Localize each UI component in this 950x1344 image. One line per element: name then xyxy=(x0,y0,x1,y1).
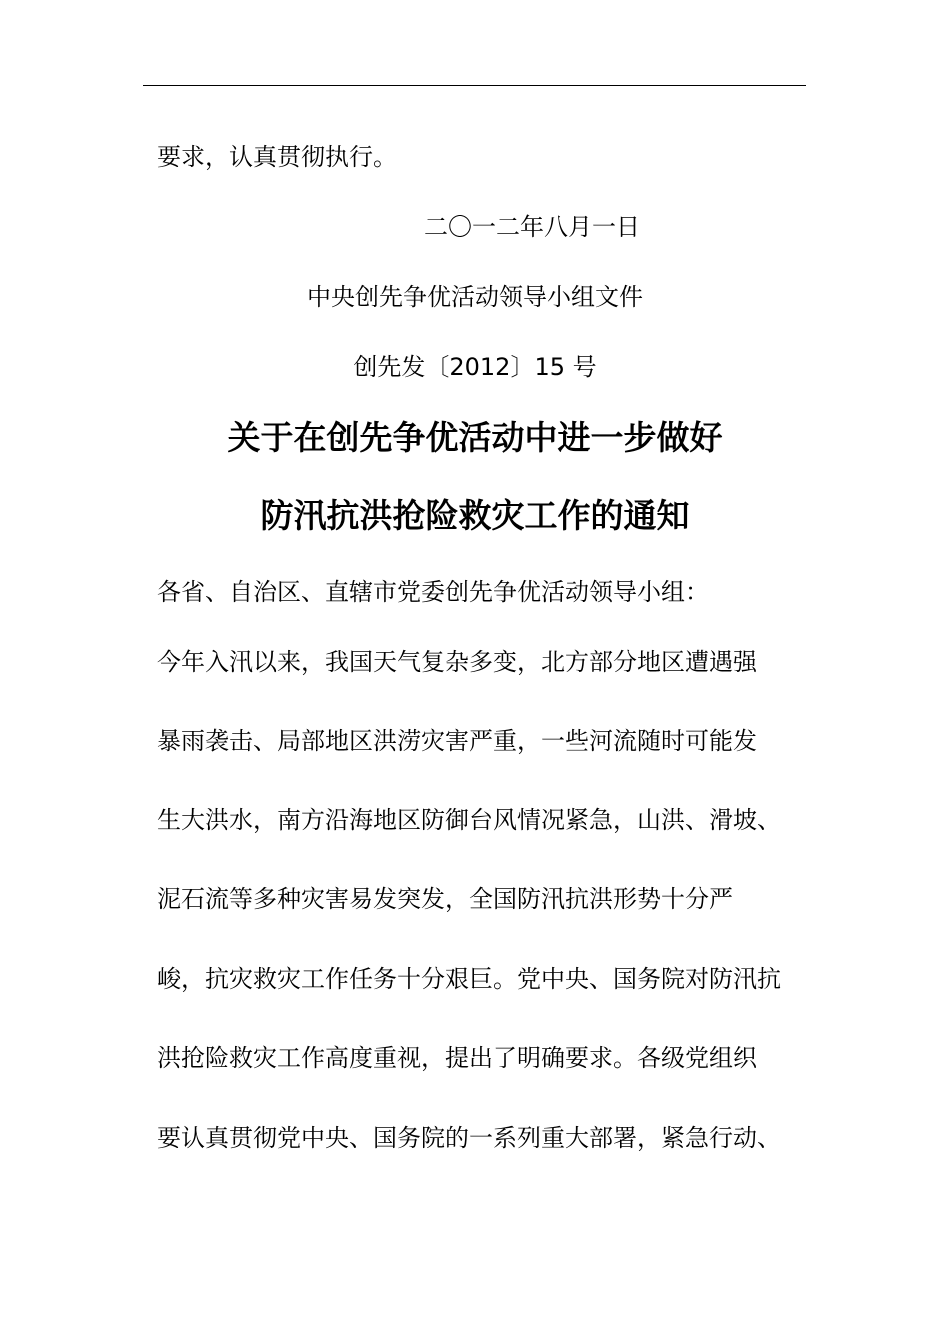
body-line-3: 生大洪水，南方沿海地区防御台风情况紧急，山洪、滑坡、 xyxy=(157,806,781,834)
document-title-line-1: 关于在创先争优活动中进一步做好 xyxy=(227,418,723,457)
document-date: 二〇一二年八月一日 xyxy=(424,213,640,241)
issuer-heading: 中央创先争优活动领导小组文件 xyxy=(307,283,643,311)
body-line-6: 洪抢险救灾工作高度重视，提出了明确要求。各级党组织 xyxy=(157,1044,757,1072)
body-line-5: 峻，抗灾救灾工作任务十分艰巨。党中央、国务院对防汛抗 xyxy=(157,965,781,993)
body-line-1: 今年入汛以来，我国天气复杂多变，北方部分地区遭遇强 xyxy=(157,648,757,676)
document-number: 创先发〔2012〕15 号 xyxy=(353,353,597,381)
addressee-line: 各省、自治区、直辖市党委创先争优活动领导小组： xyxy=(157,578,709,606)
body-line-2: 暴雨袭击、局部地区洪涝灾害严重，一些河流随时可能发 xyxy=(157,727,757,755)
document-title-line-2: 防汛抗洪抢险救灾工作的通知 xyxy=(260,496,690,535)
body-line-4: 泥石流等多种灾害易发突发，全国防汛抗洪形势十分严 xyxy=(157,885,733,913)
continuation-text: 要求，认真贯彻执行。 xyxy=(157,143,397,171)
header-rule xyxy=(143,85,806,86)
body-line-7: 要认真贯彻党中央、国务院的一系列重大部署，紧急行动、 xyxy=(157,1124,781,1152)
